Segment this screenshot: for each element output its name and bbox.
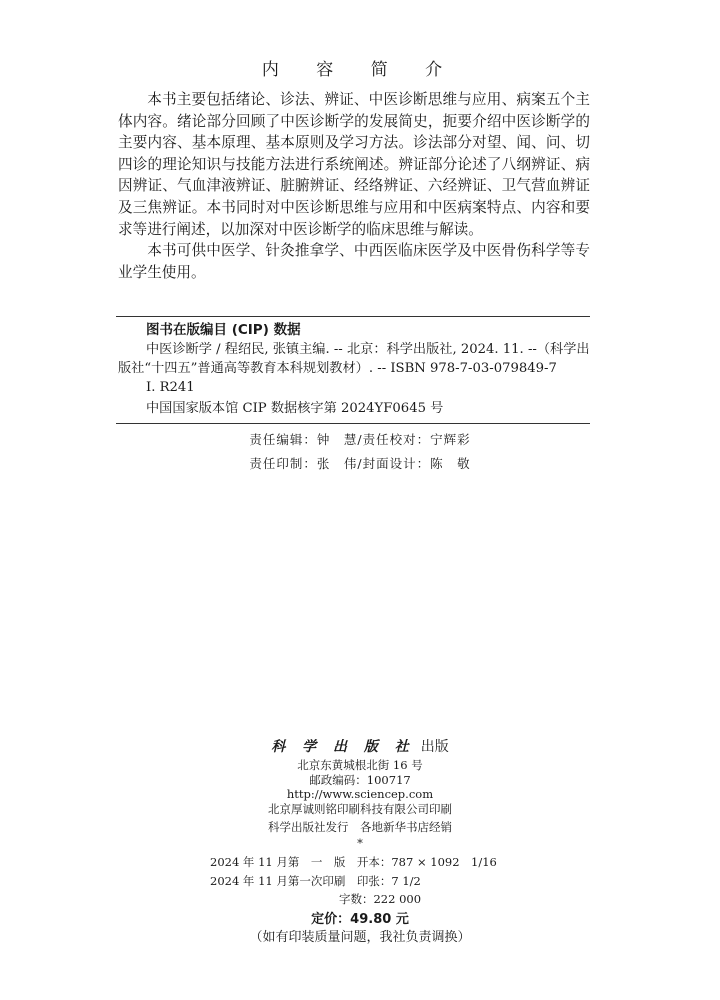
distribution-info: 科学出版社发行 各地新华书店经销 xyxy=(268,820,452,834)
intro-section xyxy=(118,89,590,283)
cip-top-divider xyxy=(116,316,590,317)
cip-entry: 中医诊断学 / 程绍民, 张镇主编. -- 北京：科学出版社, 2024. 11. --（科学出版社“十四五”普通高等教育本科规划教材）. -- ISBN 978-7-03-079849-7 xyxy=(118,342,590,376)
publisher-website: http://www.sciencep.com xyxy=(286,787,434,801)
printing-info: 2024 年 11 月第一次印刷 印张：7 1/2 xyxy=(210,874,421,888)
publisher-name: 科 学 出 版 社 xyxy=(271,739,415,755)
publisher-suffix: 出版 xyxy=(420,739,449,755)
publisher-postcode: 邮政编码：100717 xyxy=(309,773,411,787)
price: 定价：49.80 元 xyxy=(311,912,409,927)
word-count: 字数：222 000 xyxy=(338,892,422,906)
publisher-line xyxy=(0,736,720,756)
separator-star: * xyxy=(357,836,363,850)
edition-info: 2024 年 11 月第 一 版 开本：787 × 1092 1/16 xyxy=(210,855,497,869)
publisher-address: 北京东黄城根北街 16 号 xyxy=(297,758,423,772)
page-title: 内 容 简 介 xyxy=(261,60,459,80)
intro-paragraph-2: 本书可供中医学、针灸推拿学、中西医临床医学及中医骨伤科学等专业学生使用。 xyxy=(118,242,590,281)
printer-info: 北京厚诚则铭印刷科技有限公司印刷 xyxy=(268,802,452,816)
cip-record-number: 中国国家版本馆 CIP 数据核字第 2024YF0645 号 xyxy=(146,401,444,416)
quality-note: （如有印装质量问题，我社负责调换） xyxy=(249,930,471,945)
cip-heading: 图书在版编目 (CIP) 数据 xyxy=(146,322,301,338)
intro-paragraph-1: 本书主要包括绪论、诊法、辨证、中医诊断思维与应用、病案五个主体内容。绪论部分回顾了中医诊断学的发展简史，扼要介绍中医诊断学的主要内容、基本原理、基本原则及学习方法。诊法部分对望、闻、问、切四诊的理论知识与技能方法进行系统阐述。辨证部分论述了八纲辨证、病因辨证、气血津液辨证、脏腑辨证、经络辨证、六经辨证、卫气营血辨证及三焦辨证。本书同时对中医诊断思维与应用和中医病案特点、内容和要求等进行阐述，以加深对中医诊断学的临床思维与解读。 xyxy=(118,91,590,238)
cip-bottom-divider xyxy=(116,423,590,424)
staff-line-1: 责任编辑：钟 慧/责任校对：宁辉彩 xyxy=(249,432,471,447)
cip-classification: Ⅰ. R241 xyxy=(146,380,195,395)
cip-block xyxy=(118,321,590,418)
staff-line-2: 责任印制：张 伟/封面设计：陈 敬 xyxy=(249,456,471,471)
